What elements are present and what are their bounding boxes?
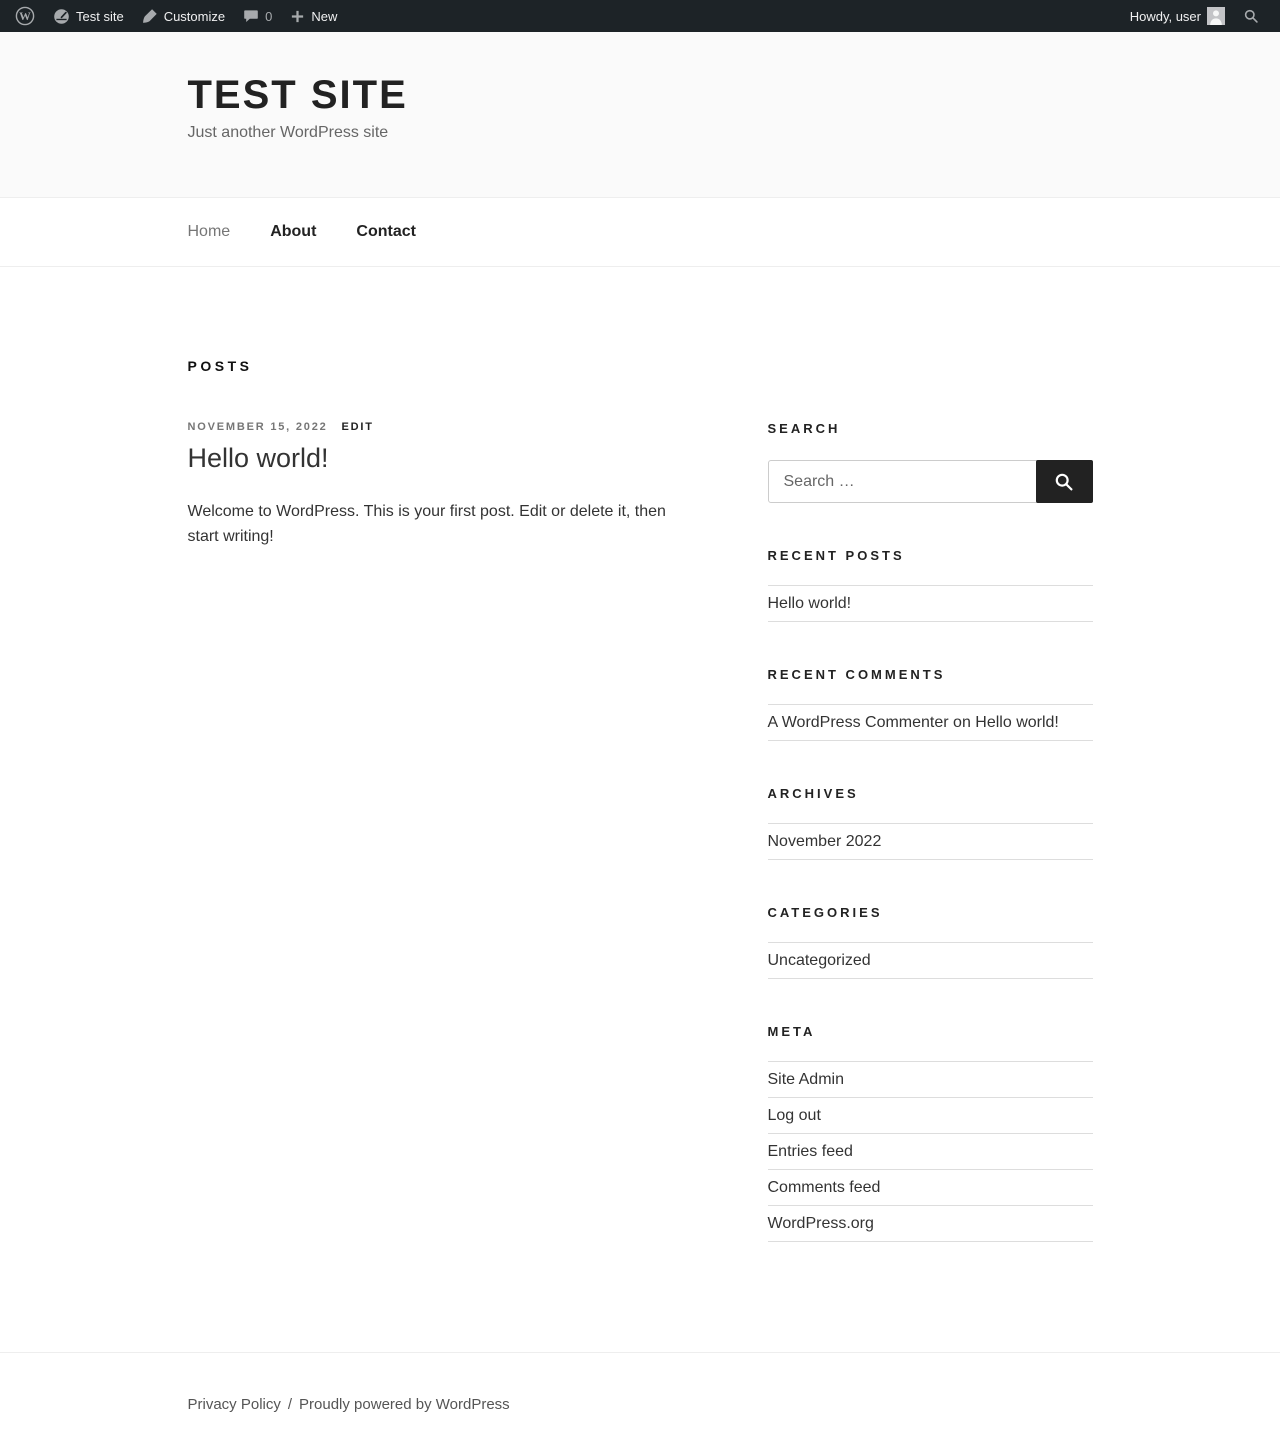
site-footer xyxy=(0,1352,1280,1450)
post-body: Welcome to WordPress. This is your first post. Edit or delete it, then start writing! xyxy=(187,503,666,545)
site-title xyxy=(188,74,1093,116)
footer-text xyxy=(188,1396,1093,1414)
admin-bar-customize-label: Customize xyxy=(163,8,226,24)
comment-post-link[interactable]: Hello world! xyxy=(975,714,1059,731)
nav-item-about[interactable]: About xyxy=(270,223,317,240)
privacy-policy-link[interactable]: Privacy Policy xyxy=(187,1396,281,1413)
admin-bar-comment-count: 0 xyxy=(265,8,273,24)
admin-bar-comments[interactable] xyxy=(234,0,281,32)
recent-comments-widget xyxy=(768,667,1093,741)
comment-connector: on xyxy=(948,714,976,731)
search-icon xyxy=(1053,471,1075,493)
admin-bar-search-button[interactable] xyxy=(1234,0,1268,32)
nav-item-home[interactable]: Home xyxy=(187,223,231,240)
admin-bar xyxy=(0,0,1280,32)
admin-bar-site-menu[interactable] xyxy=(44,0,133,32)
list-item xyxy=(768,1170,1093,1206)
search-form xyxy=(768,460,1093,503)
list-item xyxy=(768,1134,1093,1170)
site-header xyxy=(0,32,1280,197)
list-item xyxy=(768,1098,1093,1134)
top-menu xyxy=(0,197,1280,267)
sidebar xyxy=(768,421,1093,1242)
list-item xyxy=(768,586,1093,622)
admin-bar-customize[interactable] xyxy=(133,0,234,32)
meta-log-out-link[interactable]: Log out xyxy=(767,1107,821,1124)
site-tagline: Just another WordPress site xyxy=(187,124,389,141)
archives-title: ARCHIVES xyxy=(767,786,859,801)
recent-posts-title: RECENT POSTS xyxy=(767,548,905,563)
recent-post-link[interactable]: Hello world! xyxy=(767,595,852,612)
list-item xyxy=(768,1062,1093,1098)
meta-site-admin-link[interactable]: Site Admin xyxy=(767,1071,844,1088)
post-meta xyxy=(188,421,701,434)
admin-bar-new[interactable] xyxy=(281,0,346,32)
recent-posts-widget xyxy=(768,548,1093,622)
admin-bar-my-account[interactable] xyxy=(1121,0,1234,32)
nav-item-contact[interactable]: Contact xyxy=(356,223,416,240)
category-link[interactable]: Uncategorized xyxy=(767,952,871,969)
post-title-link[interactable]: Hello world! xyxy=(187,443,329,473)
meta-widget xyxy=(768,1024,1093,1242)
archives-widget xyxy=(768,786,1093,860)
search-widget-title: SEARCH xyxy=(767,421,841,436)
meta-wordpress-org-link[interactable]: WordPress.org xyxy=(767,1215,874,1232)
admin-bar-site-name: Test site xyxy=(76,8,124,24)
svg-text:W: W xyxy=(19,10,31,24)
admin-bar-new-label: New xyxy=(311,8,338,24)
search-widget xyxy=(768,421,1093,503)
posts-column xyxy=(188,421,701,1242)
list-item xyxy=(768,1206,1093,1242)
admin-bar-right xyxy=(1121,0,1268,32)
main-content xyxy=(0,267,1280,1352)
paint-brush-icon xyxy=(142,8,158,24)
categories-title: CATEGORIES xyxy=(767,905,883,920)
categories-widget xyxy=(768,905,1093,979)
list-item xyxy=(768,943,1093,979)
howdy-text: Howdy, user xyxy=(1129,8,1201,24)
search-submit-button[interactable] xyxy=(1036,460,1093,503)
post-title xyxy=(188,443,701,474)
dashboard-gauge-icon xyxy=(53,8,70,25)
meta-title: META xyxy=(767,1024,816,1039)
admin-bar-left xyxy=(6,0,346,32)
speech-bubble-icon xyxy=(243,8,259,24)
wordpress-logo-menu[interactable] xyxy=(6,0,44,32)
archive-link[interactable]: November 2022 xyxy=(767,833,882,850)
post-article xyxy=(188,421,701,550)
post-date-link[interactable]: NOVEMBER 15, 2022 xyxy=(187,421,328,433)
comment-author-link[interactable]: A WordPress Commenter xyxy=(767,714,949,731)
meta-comments-feed-link[interactable]: Comments feed xyxy=(767,1179,881,1196)
plus-icon xyxy=(290,9,305,24)
recent-comments-title: RECENT COMMENTS xyxy=(767,667,946,682)
list-item xyxy=(768,705,1093,741)
site-title-link[interactable]: TEST SITE xyxy=(187,73,408,117)
user-avatar xyxy=(1207,7,1225,25)
powered-by-link[interactable]: Proudly powered by WordPress xyxy=(299,1396,510,1413)
wordpress-logo-icon xyxy=(15,6,35,26)
admin-search-icon xyxy=(1243,8,1259,24)
page-title: POSTS xyxy=(187,358,253,374)
post-edit-link[interactable]: EDIT xyxy=(341,421,374,433)
list-item xyxy=(768,824,1093,860)
meta-entries-feed-link[interactable]: Entries feed xyxy=(767,1143,853,1160)
footer-separator: / xyxy=(287,1396,293,1413)
